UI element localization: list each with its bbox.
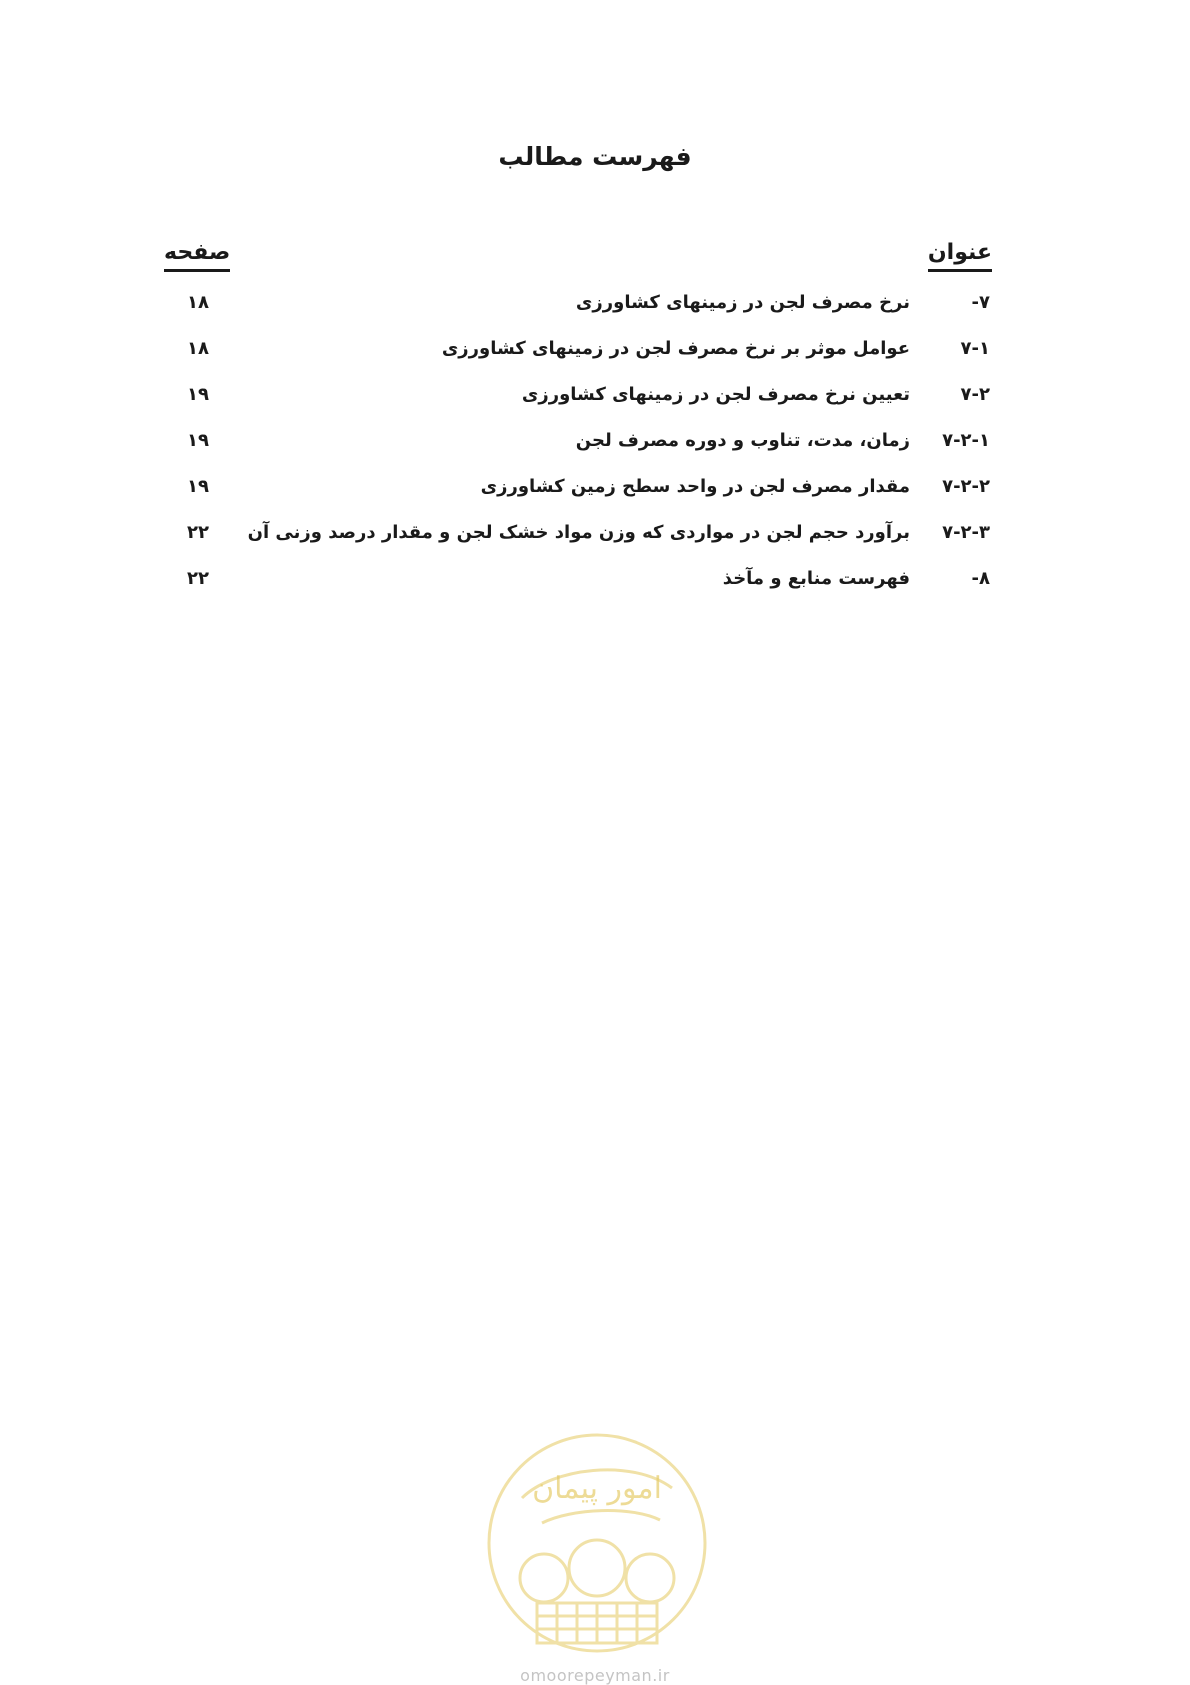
watermark-logo xyxy=(482,1428,712,1658)
toc-row xyxy=(150,418,990,464)
toc-row xyxy=(150,280,990,326)
toc-row xyxy=(150,464,990,510)
toc-section-number: ۷-۲-۳ xyxy=(942,522,990,543)
toc-section-title: فهرست منابع و مآخذ xyxy=(722,568,910,589)
watermark-logo-text: امور پیمان xyxy=(532,1471,662,1506)
toc-row xyxy=(150,326,990,372)
toc-section-number: ۷-۱ xyxy=(960,338,990,359)
toc-page-number: ۱۸ xyxy=(187,338,209,359)
table-of-contents xyxy=(150,280,990,602)
toc-section-title: زمان، مدت، تناوب و دوره مصرف لجن xyxy=(575,430,910,451)
toc-section-title: نرخ مصرف لجن در زمینهای کشاورزی xyxy=(575,292,910,313)
toc-section-number: ۷-۲-۲ xyxy=(942,476,990,497)
toc-row xyxy=(150,510,990,556)
toc-row xyxy=(150,372,990,418)
toc-section-title: تعیین نرخ مصرف لجن در زمینهای کشاورزی xyxy=(521,384,910,405)
toc-page-number: ۱۸ xyxy=(187,292,209,313)
toc-page-number: ۱۹ xyxy=(187,476,209,497)
toc-page-number: ۱۹ xyxy=(187,430,209,451)
toc-section-number: ۸- xyxy=(971,568,990,589)
toc-page-number: ۱۹ xyxy=(187,384,209,405)
toc-row xyxy=(150,556,990,602)
toc-section-number: ۷- xyxy=(971,292,990,313)
toc-section-number: ۷-۲-۱ xyxy=(942,430,990,451)
toc-section-title: برآورد حجم لجن در مواردی که وزن مواد خشک لجن و مقدار درصد وزنی آن xyxy=(247,522,910,543)
watermark-url: omoorepeyman.ir xyxy=(520,1666,670,1685)
toc-section-number: ۷-۲ xyxy=(960,384,990,405)
toc-section-title: مقدار مصرف لجن در واحد سطح زمین کشاورزی xyxy=(480,476,910,497)
toc-page-number: ۲۲ xyxy=(187,522,209,543)
toc-page-number: ۲۲ xyxy=(187,568,209,589)
page-column-header: صفحه xyxy=(164,240,230,272)
page-title: فهرست مطالب xyxy=(498,142,692,171)
toc-section-title: عوامل موثر بر نرخ مصرف لجن در زمینهای کشاورزی xyxy=(441,338,910,359)
title-column-header: عنوان xyxy=(928,240,992,272)
